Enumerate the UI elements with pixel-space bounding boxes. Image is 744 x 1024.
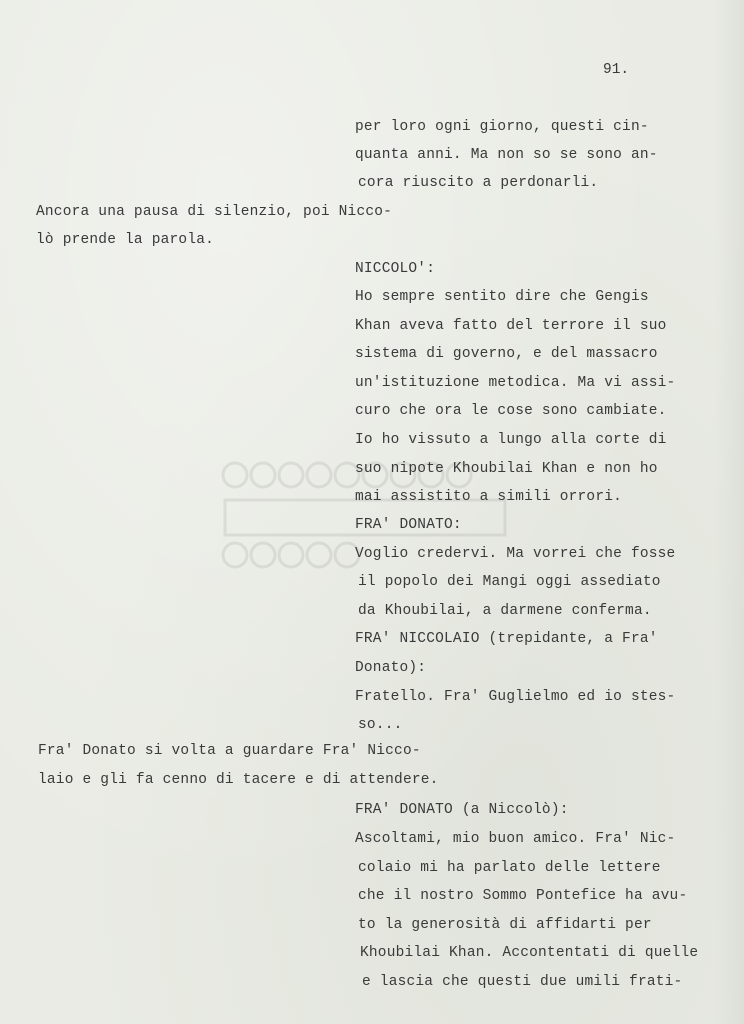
stage-direction-line: laio e gli fa cenno di tacere e di attendere. — [38, 772, 439, 788]
page-edge-shadow — [714, 0, 744, 1024]
text-line: sistema di governo, e del massacro — [355, 346, 658, 362]
text-line: per loro ogni giorno, questi cin- — [355, 119, 649, 135]
stage-direction-line: lò prende la parola. — [36, 232, 215, 248]
text-line: e lascia che questi due umili frati- — [362, 974, 683, 990]
text-line: che il nostro Sommo Pontefice ha avu- — [358, 888, 688, 904]
speaker-label: FRA' DONATO (a Niccolò): — [355, 802, 569, 818]
text-line: Ho sempre sentito dire che Gengis — [355, 289, 649, 305]
speaker-label: NICCOLO': — [355, 261, 436, 277]
text-line: cora riuscito a perdonarli. — [358, 175, 599, 191]
text-line: Ascoltami, mio buon amico. Fra' Nic- — [355, 831, 676, 847]
text-line: Fratello. Fra' Guglielmo ed io stes- — [355, 689, 676, 705]
speaker-label: FRA' NICCOLAIO (trepidante, a Fra' — [355, 631, 658, 647]
text-line: colaio mi ha parlato delle lettere — [358, 860, 661, 876]
text-line: so... — [358, 717, 403, 733]
text-line: to la generosità di affidarti per — [358, 917, 652, 933]
text-line: quanta anni. Ma non so se sono an- — [355, 147, 658, 163]
text-line: il popolo dei Mangi oggi assediato — [358, 574, 661, 590]
text-line: Khoubilai Khan. Accontentati di quelle — [360, 945, 699, 961]
speaker-label: Donato): — [355, 660, 427, 676]
speaker-label: FRA' DONATO: — [355, 517, 462, 533]
text-line: Io ho vissuto a lungo alla corte di — [355, 432, 667, 448]
text-line: Khan aveva fatto del terrore il suo — [355, 318, 667, 334]
text-line: Voglio credervi. Ma vorrei che fosse — [355, 546, 676, 562]
text-line: curo che ora le cose sono cambiate. — [355, 403, 667, 419]
text-line: da Khoubilai, a darmene conferma. — [358, 603, 652, 619]
text-line: un'istituzione metodica. Ma vi assi- — [355, 375, 676, 391]
text-line: mai assistito a simili orrori. — [355, 489, 623, 505]
stage-direction-line: Fra' Donato si volta a guardare Fra' Nicco- — [38, 743, 421, 759]
page-number: 91. — [603, 62, 630, 78]
text-line: suo nipote Khoubilai Khan e non ho — [355, 461, 658, 477]
stage-direction-line: Ancora una pausa di silenzio, poi Nicco- — [36, 204, 393, 220]
